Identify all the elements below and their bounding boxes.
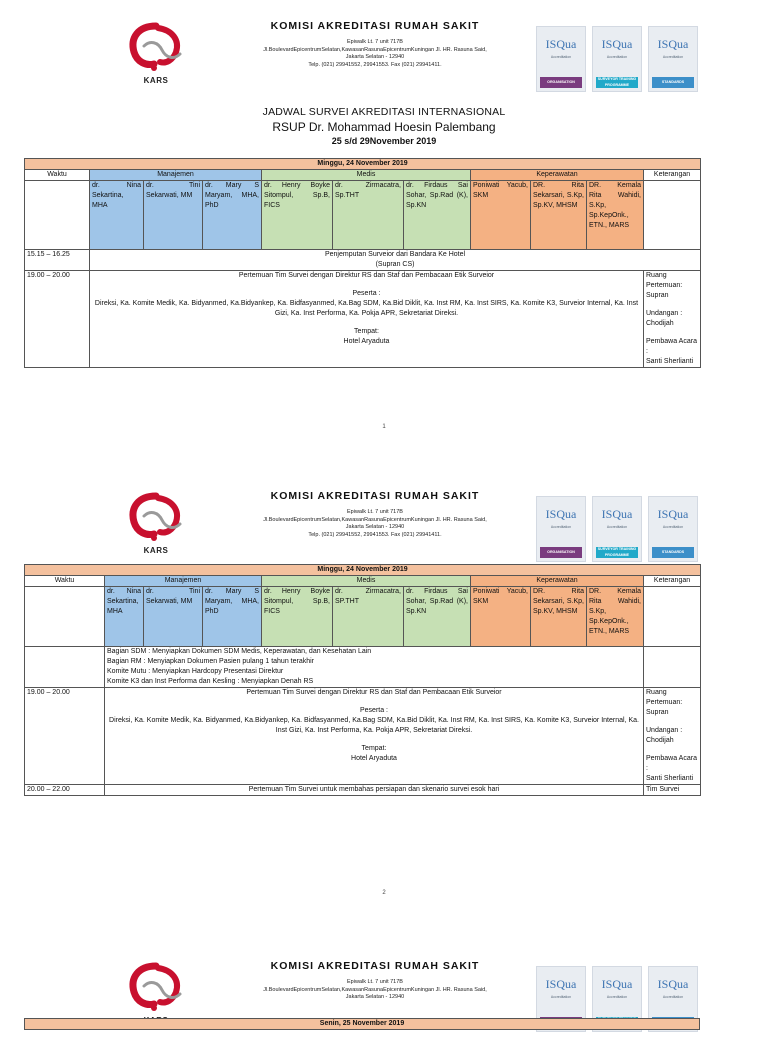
address-line-1: Epiwalk Lt. 7 unit 717B bbox=[347, 509, 403, 515]
page-1 bbox=[0, 0, 768, 440]
address-line-1: Epiwalk Lt. 7 unit 717B bbox=[347, 979, 403, 985]
col-time: Waktu bbox=[25, 170, 90, 181]
org-info bbox=[230, 960, 520, 1002]
schedule-table-day1-cont bbox=[24, 564, 701, 796]
col-management: Manajemen bbox=[105, 576, 262, 587]
page-number: 1 bbox=[382, 424, 386, 430]
surveyor-cell: dr. Firdaus Sai Sohar, Sp.Rad (K), Sp.KN bbox=[404, 181, 471, 250]
time-cell: 15.15 – 16.25 bbox=[25, 250, 90, 271]
schedule-table-day1 bbox=[24, 158, 701, 368]
isqua-badge-surveyor: ISQua Accreditation SURVEYOR TRAINING PROGRAMME bbox=[592, 496, 642, 562]
notes-cell: Tim Survei bbox=[644, 785, 701, 796]
isqua-badges bbox=[536, 26, 698, 94]
isqua-badge-surveyor: ISQua Accreditation bbox=[592, 966, 642, 1032]
surveyor-cell: dr. Mary S Maryam, MHA, PhD bbox=[203, 181, 262, 250]
letterhead bbox=[0, 0, 768, 100]
col-medical: Medis bbox=[262, 170, 471, 181]
col-management: Manajemen bbox=[90, 170, 262, 181]
activity-cell: Pertemuan Tim Survei dengan Direktur RS dan Staf dan Pembacaan Etik Surveior Peserta : Direksi, Ka. Komite Medik, Ka. Bidyanmed, Ka.Bidyankep, Ka. Bidfasyanmed, Ka.Bag SDM, Ka.Bid Diklit, Ka. Inst RM, Ka. Inst SIRS, Ka. Komite K3, Surveior Internal, Ka. Inst Gizi, Ka. Inst Performa, Ka. Pokja APR, Sekretariat Direksi. Tempat: Hotel Aryaduta bbox=[90, 271, 644, 368]
page-3 bbox=[0, 940, 768, 1027]
isqua-badge-standards: ISQua Accreditation STANDARDS bbox=[648, 26, 698, 92]
logo-text: KARS bbox=[143, 76, 169, 85]
surveyor-cell: dr. Nina Sekartina, MHA bbox=[90, 181, 144, 250]
surveyor-cell: DR. Kemala Rita Wahidi, S.Kp, Sp.KepOnk., ETN., MARS bbox=[587, 181, 644, 250]
surveyor-cell: DR. Rita Sekarsari, S.Kp, Sp.KV, MHSM bbox=[531, 181, 587, 250]
address-line-3: Jakarta Selatan - 12940 bbox=[345, 994, 405, 1000]
address-line-2: Jl.BoulevardEpicentrumSelatan,KawasanRasunaEpicentrumKuningan Jl. HR. Rasuna Said, bbox=[263, 46, 487, 53]
page-number: 2 bbox=[382, 890, 386, 896]
surveyor-cell: dr. Henry Boyke Sitompul, Sp.B, FICS bbox=[262, 181, 333, 250]
day-header: Minggu, 24 November 2019 bbox=[25, 565, 701, 576]
notes-cell: Ruang Pertemuan: Supran Undangan : Chodijah Pembawa Acara : Santi Sherlianti bbox=[644, 271, 701, 368]
letterhead bbox=[0, 470, 768, 570]
surveyor-cell: dr. Tini Sekarwati, MM bbox=[144, 181, 203, 250]
org-name: KOMISI AKREDITASI RUMAH SAKIT bbox=[270, 490, 480, 502]
col-time: Waktu bbox=[25, 576, 105, 587]
day-header: Minggu, 24 November 2019 bbox=[25, 159, 701, 170]
isqua-badge-surveyor: ISQua Accreditation SURVEYOR TRAINING PROGRAMME bbox=[592, 26, 642, 92]
org-info bbox=[230, 20, 520, 69]
notes-cell: Ruang Pertemuan: Supran Undangan : Chodijah Pembawa Acara : Santi Sherlianti bbox=[644, 688, 701, 785]
logo-text: KARS bbox=[143, 546, 169, 555]
isqua-badge-organisation: ISQua Accreditation ORGANISATION bbox=[536, 496, 586, 562]
org-info bbox=[230, 490, 520, 539]
address-line-1: Epiwalk Lt. 7 unit 717B bbox=[347, 39, 403, 45]
col-nursing: Keperawatan bbox=[471, 576, 644, 587]
surveyor-cell: dr. Nina Sekartina, MHA bbox=[105, 587, 144, 647]
time-cell: 19.00 – 20.00 bbox=[25, 688, 105, 785]
address-line-2: Jl.BoulevardEpicentrumSelatan,KawasanRasunaEpicentrumKuningan Jl. HR. Rasuna Said, bbox=[263, 986, 487, 993]
col-notes: Keterangan bbox=[644, 170, 701, 181]
schedule-table-day2 bbox=[24, 1018, 700, 1030]
isqua-badge-standards: ISQua Accreditation bbox=[648, 966, 698, 1032]
address-line-2: Jl.BoulevardEpicentrumSelatan,KawasanRasunaEpicentrumKuningan Jl. HR. Rasuna Said, bbox=[263, 516, 487, 523]
surveyor-cell: Poniwati Yacub, SKM bbox=[471, 587, 531, 647]
time-cell: 20.00 – 22.00 bbox=[25, 785, 105, 796]
surveyor-cell: Poniwati Yacub, SKM bbox=[471, 181, 531, 250]
doc-title: JADWAL SURVEI AKREDITASI INTERNASIONAL bbox=[262, 106, 506, 118]
col-notes: Keterangan bbox=[644, 576, 701, 587]
surveyor-cell: dr. Zirmacatra, SP.THT bbox=[333, 587, 404, 647]
activity-cell: Penjemputan Surveior dari Bandara Ke Hotel (Supran CS) bbox=[90, 250, 701, 271]
hospital-name: RSUP Dr. Mohammad Hoesin Palembang bbox=[272, 120, 496, 134]
page-2 bbox=[0, 470, 768, 920]
isqua-badge-standards: ISQua Accreditation STANDARDS bbox=[648, 496, 698, 562]
surveyor-cell: DR. Rita Sekarsari, S.Kp, Sp.KV, MHSM bbox=[531, 587, 587, 647]
col-medical: Medis bbox=[262, 576, 471, 587]
surveyor-cell: dr. Firdaus Sai Sohar, Sp.Rad (K), Sp.KN bbox=[404, 587, 471, 647]
surveyor-cell: DR. Kemala Rita Wahidi, S.Kp, Sp.KepOnk., ETN., MARS bbox=[587, 587, 644, 647]
phone-line: Telp. (021) 29941552, 29941553. Fax (021) 29941411. bbox=[308, 61, 442, 68]
address-line-3: Jakarta Selatan - 12940 bbox=[345, 54, 405, 60]
isqua-badges bbox=[536, 496, 698, 564]
surveyor-cell: dr. Tini Sekarwati, MM bbox=[144, 587, 203, 647]
activity-cell: Pertemuan Tim Survei dengan Direktur RS dan Staf dan Pembacaan Etik Surveior Peserta : Direksi, Ka. Komite Medik, Ka. Bidyanmed, Ka.Bidyankep, Ka. Bidfasyanmed, Ka.Bag SDM, Ka.Bid Diklit, Ka. Inst RM, Ka. Inst SIRS, Ka. Komite K3, Surveior Internal, Ka. Inst Gizi, Ka. Inst Performa, Ka. Pokja APR, Sekretariat Direksi. Tempat: Hotel Aryaduta bbox=[105, 688, 644, 785]
kars-logo bbox=[124, 20, 188, 92]
address-line-3: Jakarta Selatan - 12940 bbox=[345, 524, 405, 530]
isqua-badge-organisation: ISQua Accreditation bbox=[536, 966, 586, 1032]
preparation-cell: Bagian SDM : Menyiapkan Dokumen SDM Medis, Keperawatan, dan Kesehatan Lain Bagian RM : Menyiapkan Dokumen Pasien pulang 1 tahun terakhir Komite Mutu : Menyiapkan Hardcopy Presentasi Direktur Komite K3 dan Inst Performa dan Kesling : Menyiapkan Denah RS bbox=[105, 647, 644, 688]
phone-line: Telp. (021) 29941552, 29941553. Fax (021) 29941411. bbox=[308, 531, 442, 538]
day-header: Senin, 25 November 2019 bbox=[25, 1019, 700, 1030]
surveyor-cell: dr. Henry Boyke Sitompul, Sp.B, FICS bbox=[262, 587, 333, 647]
kars-logo bbox=[124, 490, 188, 562]
surveyor-cell: dr. Zirmacatra, Sp.THT bbox=[333, 181, 404, 250]
surveyor-cell: dr. Mary S Maryam, MHA, PhD bbox=[203, 587, 262, 647]
activity-cell: Pertemuan Tim Survei untuk membahas persiapan dan skenario survei esok hari bbox=[105, 785, 644, 796]
document-titles bbox=[0, 106, 768, 146]
survey-period: 25 s/d 29November 2019 bbox=[331, 136, 437, 146]
col-nursing: Keperawatan bbox=[471, 170, 644, 181]
time-cell: 19.00 – 20.00 bbox=[25, 271, 90, 368]
isqua-badge-organisation: ISQua Accreditation ORGANISATION bbox=[536, 26, 586, 92]
org-name: KOMISI AKREDITASI RUMAH SAKIT bbox=[270, 960, 480, 972]
org-name: KOMISI AKREDITASI RUMAH SAKIT bbox=[270, 20, 480, 32]
